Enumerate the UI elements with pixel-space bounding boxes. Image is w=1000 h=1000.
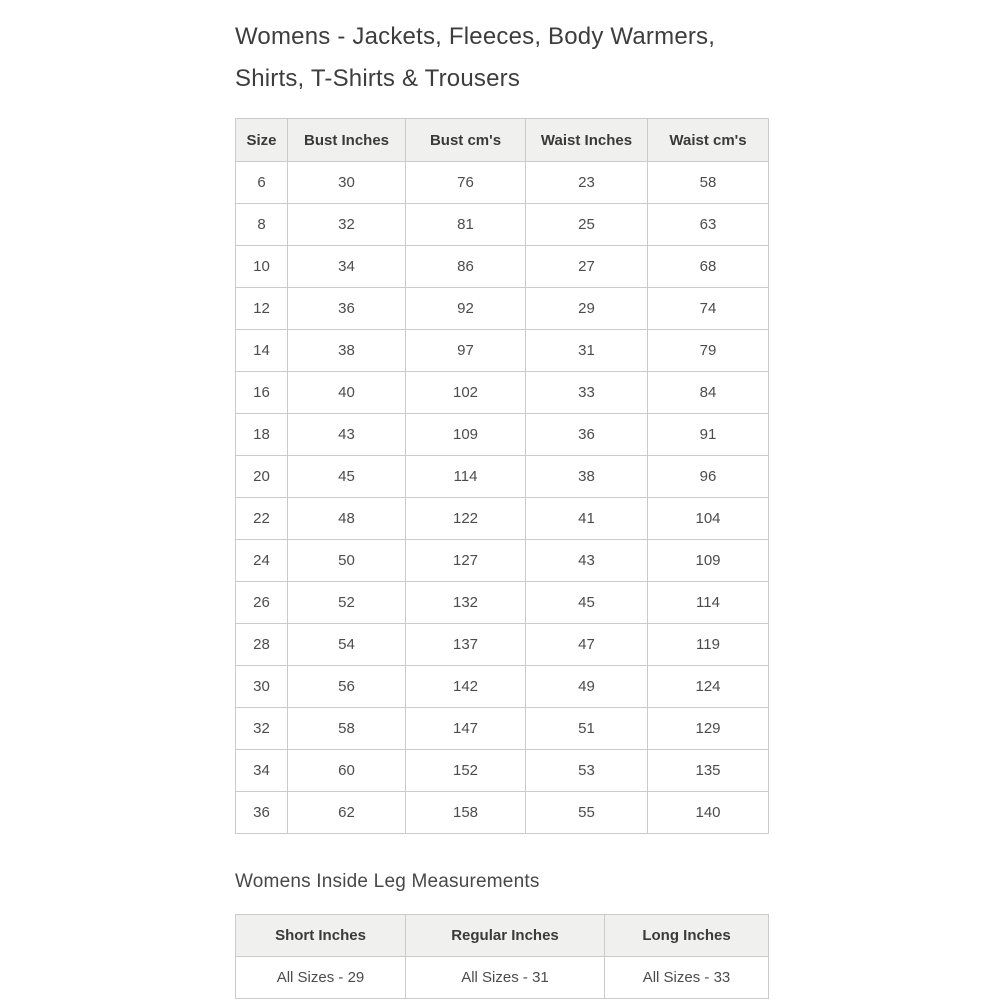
table-cell: 28 [236, 624, 288, 666]
table-cell: 43 [526, 540, 648, 582]
table-cell: 140 [648, 792, 769, 834]
page-title: Womens - Jackets, Fleeces, Body Warmers, Shirts, T-Shirts & Trousers [235, 23, 716, 92]
table-cell: 62 [288, 792, 406, 834]
table-cell: 34 [236, 750, 288, 792]
table-cell: 79 [648, 330, 769, 372]
column-header: Bust Inches [288, 119, 406, 162]
table-row [236, 708, 769, 750]
size-guide-content [235, 0, 768, 999]
table-cell: 51 [526, 708, 648, 750]
table-cell: 29 [526, 288, 648, 330]
table-row [236, 624, 769, 666]
table-row [236, 456, 769, 498]
inside-leg-body [236, 957, 769, 999]
table-cell: 58 [648, 162, 769, 204]
table-row [236, 792, 769, 834]
table-cell: 32 [236, 708, 288, 750]
table-cell: 102 [406, 372, 526, 414]
inside-leg-measurements-table [235, 914, 769, 999]
table-cell: 135 [648, 750, 769, 792]
table-cell: 36 [526, 414, 648, 456]
table-cell: 58 [288, 708, 406, 750]
table-row [236, 204, 769, 246]
table-row [236, 288, 769, 330]
section-heading-inside-leg: Womens Inside Leg Measurements [235, 871, 540, 892]
table-cell: 104 [648, 498, 769, 540]
table-cell: 43 [288, 414, 406, 456]
table-cell: 122 [406, 498, 526, 540]
table-cell: 119 [648, 624, 769, 666]
table-cell: 96 [648, 456, 769, 498]
table-cell: 25 [526, 204, 648, 246]
table-cell: 53 [526, 750, 648, 792]
column-header: Short Inches [236, 915, 406, 957]
table-cell: 109 [648, 540, 769, 582]
table-cell: 56 [288, 666, 406, 708]
table-cell: 34 [288, 246, 406, 288]
table-cell: 68 [648, 246, 769, 288]
table-cell: 74 [648, 288, 769, 330]
table-cell: 124 [648, 666, 769, 708]
table-cell: All Sizes - 29 [236, 957, 406, 999]
table-cell: 38 [526, 456, 648, 498]
table-cell: 27 [526, 246, 648, 288]
table-cell: 142 [406, 666, 526, 708]
table-cell: 52 [288, 582, 406, 624]
table-cell: 137 [406, 624, 526, 666]
table-cell: 30 [236, 666, 288, 708]
table-cell: 48 [288, 498, 406, 540]
column-header: Bust cm's [406, 119, 526, 162]
table-cell: 54 [288, 624, 406, 666]
table-cell: 132 [406, 582, 526, 624]
table-cell: All Sizes - 31 [406, 957, 605, 999]
table-cell: 40 [288, 372, 406, 414]
table-cell: 33 [526, 372, 648, 414]
table-cell: 147 [406, 708, 526, 750]
table-cell: 86 [406, 246, 526, 288]
table-cell: 158 [406, 792, 526, 834]
table-cell: 41 [526, 498, 648, 540]
table-cell: 152 [406, 750, 526, 792]
table-cell: 129 [648, 708, 769, 750]
table-cell: 49 [526, 666, 648, 708]
table-cell: 26 [236, 582, 288, 624]
table-cell: 47 [526, 624, 648, 666]
table-cell: 92 [406, 288, 526, 330]
table-cell: 18 [236, 414, 288, 456]
column-header: Regular Inches [406, 915, 605, 957]
table-cell: 10 [236, 246, 288, 288]
table-cell: 38 [288, 330, 406, 372]
womens-size-chart-table [235, 118, 769, 834]
table-cell: 76 [406, 162, 526, 204]
table-row [236, 666, 769, 708]
table-cell: 16 [236, 372, 288, 414]
table-cell: 24 [236, 540, 288, 582]
table-row [236, 582, 769, 624]
table-cell: All Sizes - 33 [605, 957, 769, 999]
table-cell: 22 [236, 498, 288, 540]
size-chart-body [236, 162, 769, 834]
table-cell: 109 [406, 414, 526, 456]
table-cell: 45 [526, 582, 648, 624]
table-row [236, 750, 769, 792]
table-cell: 81 [406, 204, 526, 246]
table-cell: 45 [288, 456, 406, 498]
table-cell: 8 [236, 204, 288, 246]
column-header: Size [236, 119, 288, 162]
table-cell: 23 [526, 162, 648, 204]
table-cell: 30 [288, 162, 406, 204]
table-cell: 31 [526, 330, 648, 372]
column-header: Long Inches [605, 915, 769, 957]
table-cell: 20 [236, 456, 288, 498]
table-cell: 32 [288, 204, 406, 246]
table-row [236, 246, 769, 288]
table-row [236, 414, 769, 456]
table-cell: 63 [648, 204, 769, 246]
table-row [236, 162, 769, 204]
table-header-row [236, 119, 769, 162]
table-cell: 97 [406, 330, 526, 372]
table-cell: 50 [288, 540, 406, 582]
table-cell: 127 [406, 540, 526, 582]
table-cell: 36 [288, 288, 406, 330]
table-cell: 12 [236, 288, 288, 330]
table-cell: 114 [406, 456, 526, 498]
table-cell: 6 [236, 162, 288, 204]
table-row [236, 498, 769, 540]
table-row [236, 957, 769, 999]
table-cell: 36 [236, 792, 288, 834]
table-cell: 84 [648, 372, 769, 414]
table-row [236, 540, 769, 582]
table-cell: 14 [236, 330, 288, 372]
table-cell: 114 [648, 582, 769, 624]
table-cell: 55 [526, 792, 648, 834]
table-row [236, 330, 769, 372]
column-header: Waist Inches [526, 119, 648, 162]
table-cell: 91 [648, 414, 769, 456]
table-cell: 60 [288, 750, 406, 792]
table-header-row [236, 915, 769, 957]
table-row [236, 372, 769, 414]
column-header: Waist cm's [648, 119, 769, 162]
